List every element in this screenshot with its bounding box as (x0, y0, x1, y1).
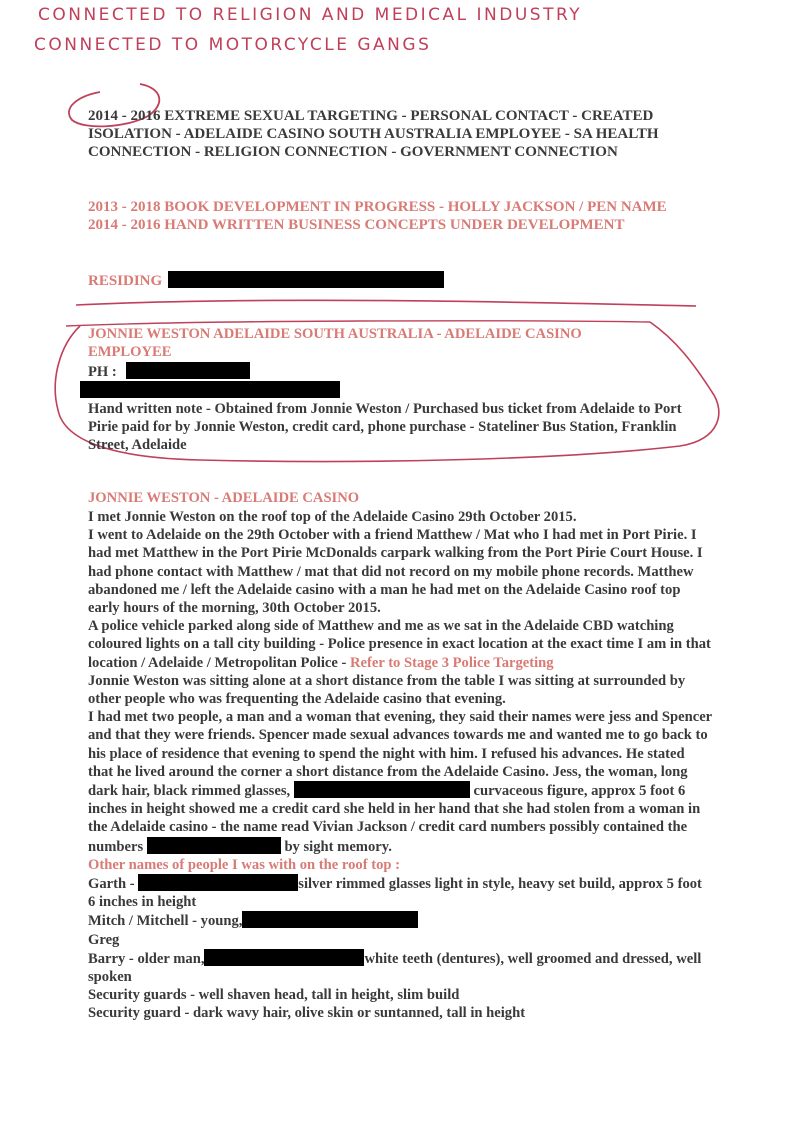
bus-ticket-note: Hand written note - Obtained from Jonnie Weston / Purchased bus ticket from Adelaide to Port Pirie paid for by Jonnie Weston, credit card, phone purchase - Stateliner Bus Station, Franklin Street, Adelaide (88, 401, 682, 454)
residing-row (88, 271, 728, 290)
police-presence-text: A police vehicle parked along side of Matthew and me as we sat in the Adelaide CBD watching coloured lights on a tall city building - Police presence in exact location at the exact time I am in that location / Adelaide / Metropolitan Police - (88, 618, 711, 671)
redaction-bar (242, 911, 418, 928)
jess-spencer-text: I had met two people, a man and a woman that evening, they said their names were jess and Spencer and that they were friends. Spencer made sexual advances towards me and wanted me to go back to his place of residence that evening to spend the night with him. I refused his advances. He stated that he lived around the corner a short distance from the Adelaide Casino. Jess, the woman, long dark hair, black rimmed glasses, (88, 709, 712, 800)
redaction-bar (80, 381, 340, 398)
account-paragraph: I went to Adelaide on the 29th October with a friend Matthew / Mat who I had met in Port Pirie. I had met Matthew in the Port Pirie McDonalds carpark walking from the Port Pirie Court House. I had phone contact with Matthew / mat that did not record on my mobile phone records. Matthew abandoned me / left the Adelaide casino with a man he had met on the Adelaide Casino roof top early hours of the morning, 30th October 2015. (88, 527, 703, 617)
redaction-bar (294, 781, 470, 798)
handwritten-note-line-2: CONNECTED TO MOTORCYCLE GANGS (34, 35, 432, 55)
redaction-bar (204, 949, 364, 966)
book-development-line: 2013 - 2018 BOOK DEVELOPMENT IN PROGRESS - HOLLY JACKSON / PEN NAME (88, 199, 667, 215)
police-targeting-reference: Refer to Stage 3 Police Targeting (349, 654, 554, 671)
security-guards: Security guards - well shaven head, tall in height, slim build (88, 987, 460, 1004)
credit-card-text: curvaceous figure, approx 5 foot 6 inches in height showed me a credit card she held in her hand that she had stolen from a woman in the Adelaide casino - the name read Vivian Jackson / credit card numbers possibly contained the numbers (88, 783, 701, 855)
person-garth: Garth - silver rimmed glasses light in style, heavy set build, approx 5 foot 6 inches in height (88, 876, 702, 911)
phone-label: PH : (88, 364, 117, 380)
account-paragraph: I met Jonnie Weston on the roof top of the Adelaide Casino 29th October 2015. (88, 509, 577, 525)
residing-label: RESIDING (88, 273, 163, 289)
redaction-bar (138, 874, 298, 891)
person-greg: Greg (88, 931, 120, 948)
casino-heading: JONNIE WESTON - ADELAIDE CASINO (88, 490, 360, 506)
sight-memory-text: by sight memory. (280, 838, 392, 855)
targeting-summary: 2014 - 2016 EXTREME SEXUAL TARGETING - PERSONAL CONTACT - CREATED ISOLATION - ADELAIDE CASINO SOUTH AUSTRALIA EMPLOYEE - SA HEALTH CONNECTION - RELIGION CONNECTION - GOVERNMENT CONNECTION (88, 108, 659, 161)
redaction-bar (126, 362, 250, 379)
account-paragraph (88, 708, 712, 856)
other-names-heading: Other names of people I was with on the roof top : (88, 856, 401, 873)
person-barry: Barry - older man, white teeth (dentures), well groomed and dressed, well spoken (88, 950, 702, 986)
account-paragraph: Jonnie Weston was sitting alone at a short distance from the table I was sitting at surrounded by other people who was frequenting the Adelaide casino that evening. (88, 672, 686, 708)
contact-heading: JONNIE WESTON ADELAIDE SOUTH AUSTRALIA - ADELAIDE CASINO EMPLOYEE (88, 326, 582, 361)
person-mitch: Mitch / Mitchell - young, (88, 911, 712, 930)
phone-row (88, 362, 728, 381)
casino-account (88, 508, 712, 1023)
business-concepts-line: 2014 - 2016 HAND WRITTEN BUSINESS CONCEPTS UNDER DEVELOPMENT (88, 217, 625, 233)
redaction-bar (147, 837, 281, 854)
redaction-bar (168, 271, 444, 288)
security-guard: Security guard - dark wavy hair, olive skin or suntanned, tall in height (88, 1005, 526, 1022)
account-paragraph (88, 617, 712, 672)
handwritten-note-line-1: CONNECTED TO RELIGION AND MEDICAL INDUSTRY (38, 5, 583, 25)
